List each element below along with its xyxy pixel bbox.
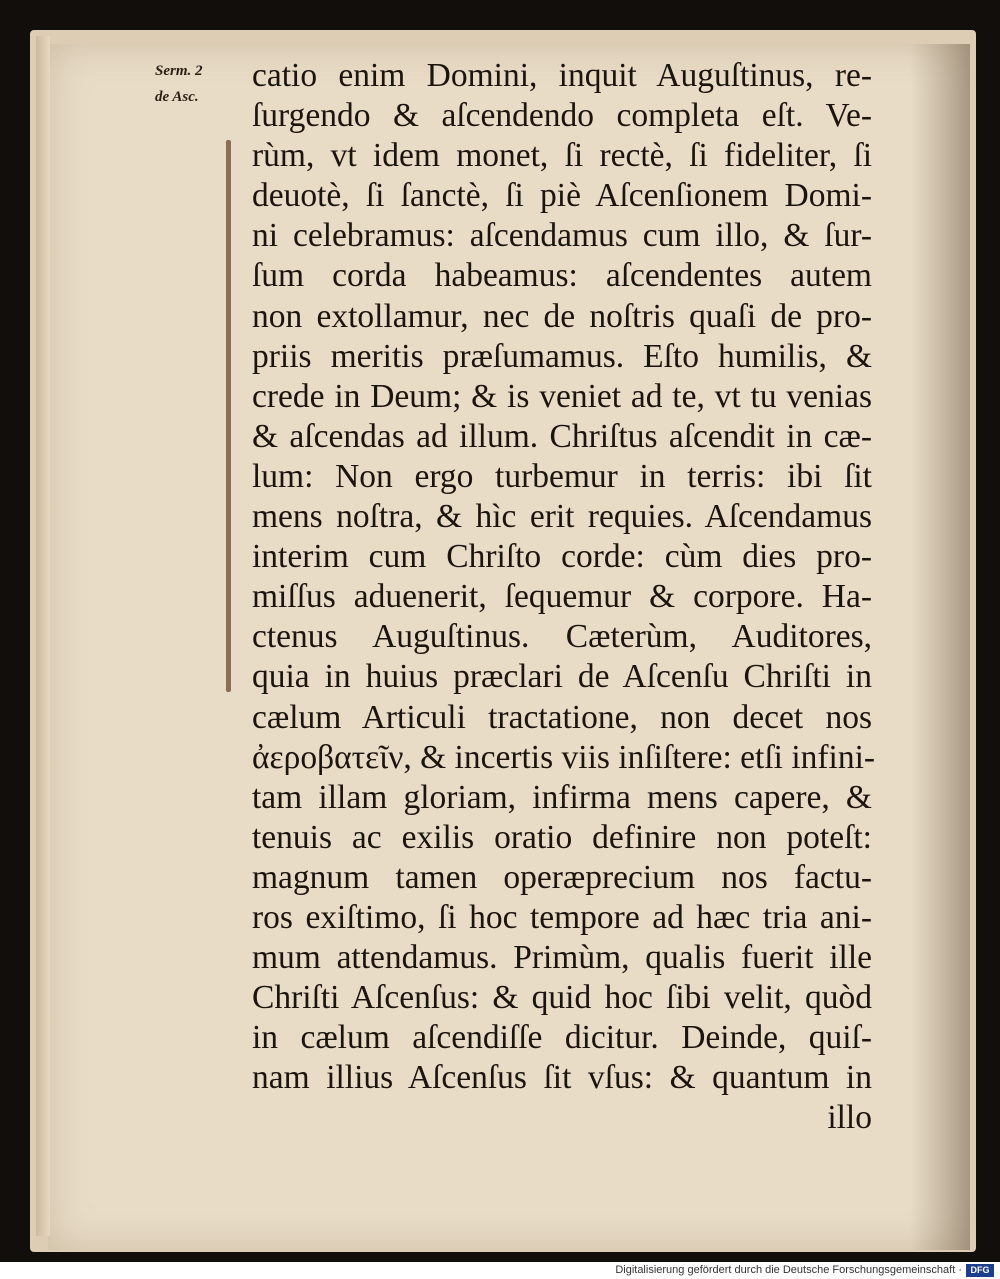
- text-line: mens noſtra, & hìc erit requies. Aſcendamus: [252, 498, 872, 536]
- text-line: rùm, vt idem monet, ſi rectè, ſi fideliter, ſi: [252, 137, 872, 175]
- text-line: & aſcendas ad illum. Chriſtus aſcendit in cæ-: [252, 417, 872, 455]
- text-line: mum attendamus. Primùm, qualis fuerit ille: [252, 939, 872, 977]
- text-line: ſurgendo & aſcendendo completa eſt. Ve-: [252, 97, 872, 135]
- margin-rule: [226, 140, 231, 692]
- text-line: quia in huius præclari de Aſcenſu Chriſti in: [252, 658, 872, 696]
- marginal-note-line-1: Serm. 2: [155, 63, 203, 79]
- text-line: cælum Articuli tractatione, non decet nos: [252, 698, 872, 736]
- text-line: miſſus aduenerit, ſequemur & corpore. Ha-: [252, 578, 872, 616]
- text-line: ἀεροβατεῖν, & incertis viis inſiſtere: etſi infini-: [252, 738, 876, 776]
- text-line: ſum corda habeamus: aſcendentes autem: [252, 257, 872, 295]
- text-line: ros exiſtimo, ſi hoc tempore ad hæc tria ani-: [252, 898, 872, 936]
- text-line: tenuis ac exilis oratio definire non poteſt:: [252, 818, 872, 856]
- text-line: lum: Non ergo turbemur in terris: ibi ſit: [252, 457, 872, 495]
- body-text: [252, 56, 876, 1139]
- dfg-logo-icon: DFG: [966, 1264, 994, 1277]
- marginal-note: [155, 58, 235, 110]
- marginal-note-line-2: de Asc.: [155, 89, 199, 105]
- funding-credit: Digitalisierung gefördert durch die Deutsche Forschungsgemeinschaft ·: [615, 1264, 962, 1276]
- catchword: illo: [827, 1099, 872, 1137]
- text-line: Chriſti Aſcenſus: & quid hoc ſibi velit, quòd: [252, 979, 872, 1017]
- digitization-footer: [0, 1262, 1000, 1279]
- text-line: tam illam gloriam, infirma mens capere, &: [252, 778, 872, 816]
- text-line: crede in Deum; & is veniet ad te, vt tu venias: [252, 377, 872, 415]
- show-through-ink: [310, 1124, 830, 1152]
- text-line: priis meritis præſumamus. Eſto humilis, &: [252, 337, 872, 375]
- text-line: catio enim Domini, inquit Auguſtinus, re-: [252, 57, 872, 94]
- text-line: interim cum Chriſto corde: cùm dies pro-: [252, 538, 872, 576]
- page-edge: [36, 36, 50, 1236]
- text-line: ctenus Auguſtinus. Cæterùm, Auditores,: [252, 618, 872, 656]
- text-line: ni celebramus: aſcendamus cum illo, & ſur-: [252, 217, 872, 255]
- text-line: in cælum aſcendiſſe dicitur. Deinde, quiſ-: [252, 1019, 872, 1057]
- text-line: nam illius Aſcenſus ſit vſus: & quantum in: [252, 1059, 872, 1097]
- text-line: deuotè, ſi ſanctè, ſi piè Aſcenſionem Domi-: [252, 177, 872, 215]
- text-line: non extollamur, nec de noſtris quaſi de pro-: [252, 297, 872, 335]
- text-line: magnum tamen operæprecium nos factu-: [252, 858, 872, 896]
- binding-shadow: [910, 44, 970, 1250]
